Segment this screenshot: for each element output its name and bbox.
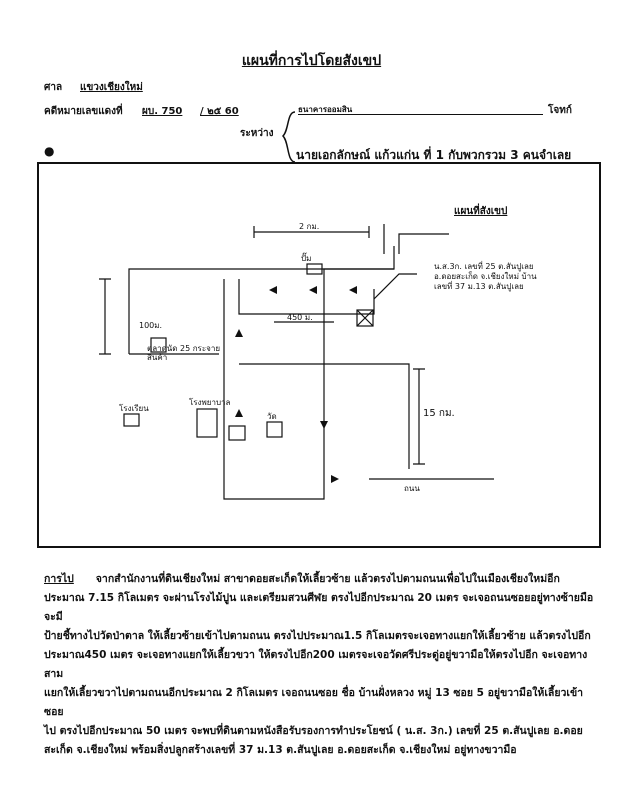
- distance-top: 2 กม.: [299, 222, 320, 231]
- route-line-7: สะเก็ด จ.เชียงใหม่ พร้อมสิ่งปลูกสร้างเลขที่ 37 ม.13 ต.สันปูเลย อ.ดอยสะเก็ด จ.เชียงใหม่ อยู่ทางขวามือ: [44, 744, 517, 756]
- case-label: คดีหมายเลขแดงที่: [44, 106, 123, 117]
- label-pump: ปั๊ม: [301, 254, 312, 263]
- label-hospital: โรงพยาบาล: [189, 398, 231, 407]
- map-frame: [37, 162, 601, 548]
- map-header: แผนที่สังเขป: [454, 206, 508, 217]
- label-road: ถนน: [404, 484, 420, 493]
- route-line-6: ไป ตรงไปอีกประมาณ 50 เมตร จะพบที่ดินตามหนังสือรับรองการทำประโยชน์ ( น.ส. 3ก.) เลขที่ 25 ต.สันปูเลย อ.ดอย: [44, 725, 583, 737]
- route-line-1: การไป จากสำนักงานที่ดินเชียงใหม่ สาขาดอยสะเก็ดให้เลี้ยวซ้าย แล้วตรงไปตามถนนเพื่อไปในเมืองเชียงใหม่อีก: [44, 573, 560, 585]
- label-target: น.ส.3ก. เลขที่ 25 ต.สันปูเลย อ.ดอยสะเก็ด จ.เชียงใหม่ บ้านเลขที่ 37 ม.13 ต.สันปูเลย: [434, 262, 537, 291]
- defendant-name: นายเอกลักษณ์ แก้วแก่น ที่ 1 กับพวกรวม 3 คนจำเลย: [296, 148, 572, 162]
- distance-right: 15 กม.: [423, 408, 455, 419]
- label-school: โรงเรียน: [119, 404, 149, 413]
- route-line-5: แยกให้เลี้ยวขวาไปตามถนนอีกประมาณ 2 กิโลเมตร เจอถนนซอย ชื่อ บ้านฝั่งหลวง หมู่ 13 ซอย 5 อยู่ขวามือให้เลี้ยวเข้าซอย: [44, 687, 584, 718]
- bullet-dot: ●: [44, 144, 55, 158]
- court-value: แขวงเชียงใหม่: [80, 82, 143, 93]
- distance-left: 100ม.: [139, 321, 163, 330]
- label-temple: วัด: [267, 412, 277, 421]
- route-description: [44, 570, 600, 760]
- case-number: ผบ. 750: [142, 106, 183, 117]
- route-line-3: ป้ายชี้ทางไปวัดป่าตาล ให้เลี้ยวซ้ายเข้าไปตามถนน ตรงไปประมาณ1.5 กิโลเมตรจะเจอทางแยกให้เลี้ยวซ้าย แล้วตรงไปอีก: [44, 630, 591, 642]
- plaintiff-name: ธนาคารออมสิน: [298, 105, 353, 114]
- document-title: แผนที่การไปโดยสังเขป: [241, 53, 382, 69]
- court-label: ศาล: [44, 82, 63, 93]
- brace-icon: [281, 110, 297, 164]
- label-office: ตลาดนัด 25 กระจายสินค้า: [147, 344, 221, 362]
- between-label: ระหว่าง: [240, 128, 274, 139]
- route-line-4: ประมาณ450 เมตร จะเจอทางแยกให้เลี้ยวขวา ให้ตรงไปอีก200 เมตรจะเจอวัดศรีประดู่อยู่ขวามือให้ตรงไปอีก จะเจอทางสาม: [44, 649, 588, 680]
- case-year: / ๒๕ 60: [200, 106, 239, 117]
- route-line-2: ประมาณ 7.15 กิโลเมตร จะผ่านโรงไม้ปูน และเตรียมสวนศีฬย ตรงไปอีกประมาณ 20 เมตร จะเจอถนนซอยอยู่ทางซ้ายมือ จะมี: [44, 592, 594, 623]
- plaintiff-role: โจทก์: [548, 105, 572, 116]
- distance-mid: 450 ม.: [287, 313, 313, 322]
- plaintiff-line: [298, 114, 543, 115]
- route-heading: การไป: [44, 573, 74, 585]
